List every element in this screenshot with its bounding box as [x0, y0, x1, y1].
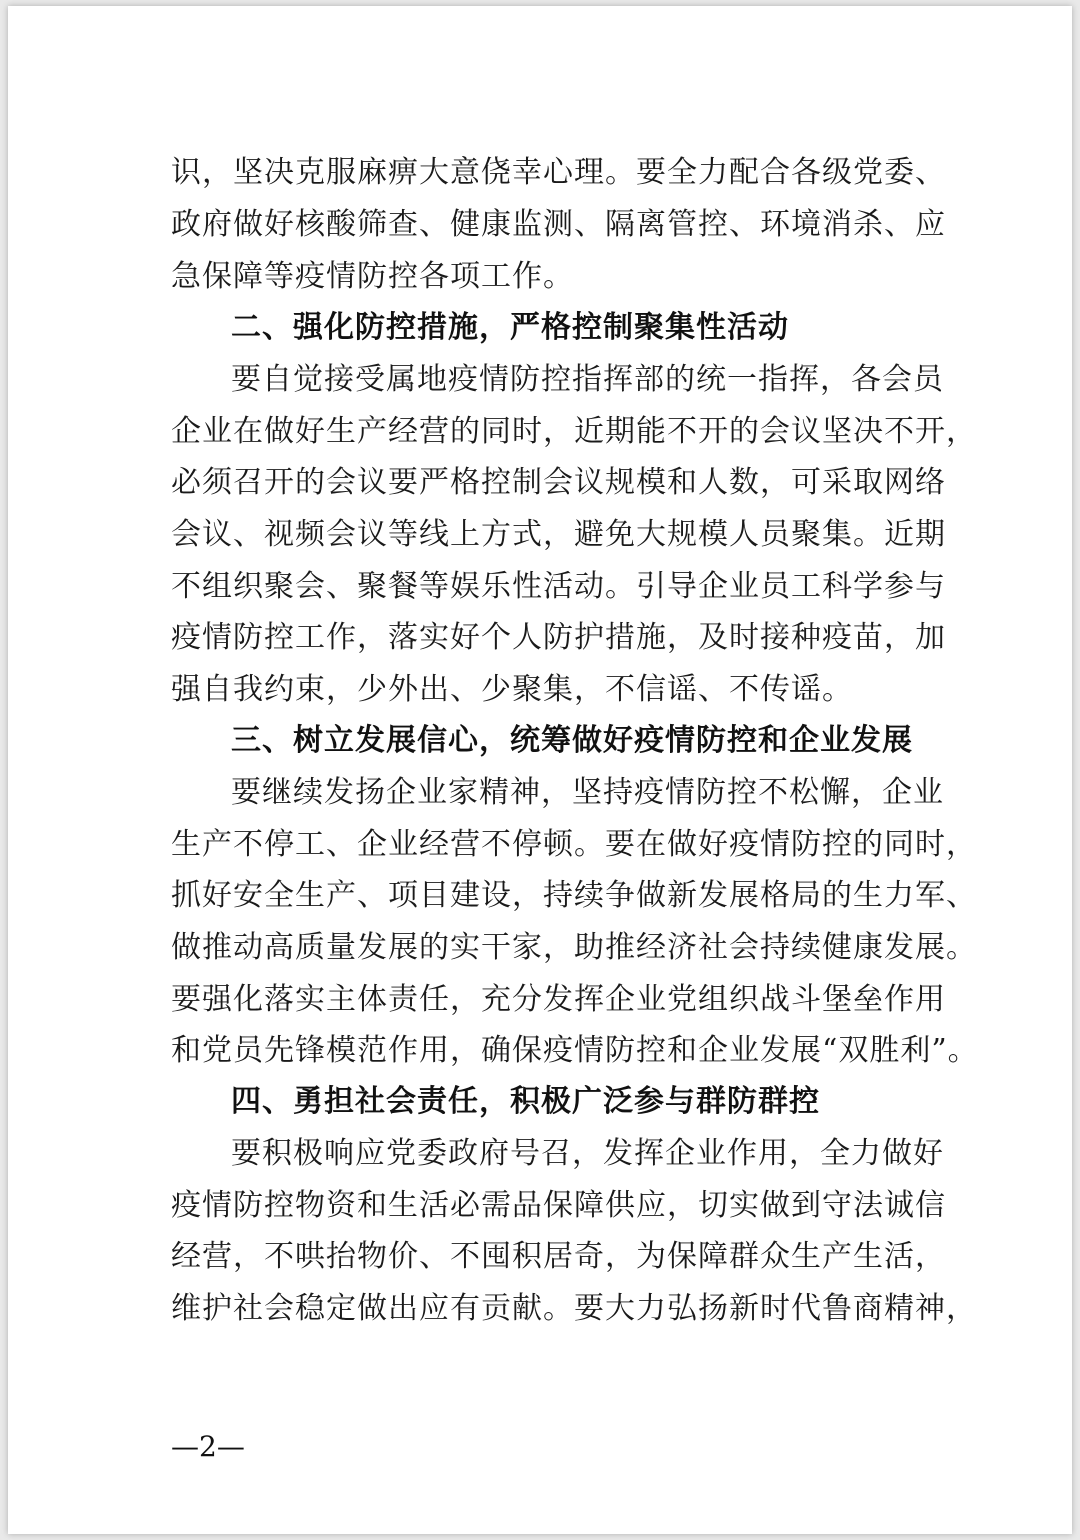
paragraph-line: 抓好安全生产、项目建设，持续争做新发展格局的生力军、: [171, 878, 977, 913]
paragraph-line: 经营，不哄抬物价、不囤积居奇，为保障群众生产生活，: [171, 1239, 946, 1274]
paragraph-line: 急保障等疫情防控各项工作。: [171, 259, 574, 294]
section-heading-2: 二、强化防控措施，严格控制聚集性活动: [231, 310, 789, 345]
paragraph-line: 强自我约束，少外出、少聚集，不信谣、不传谣。: [171, 672, 853, 707]
paragraph-line: 维护社会稳定做出应有贡献。要大力弘扬新时代鲁商精神，: [171, 1291, 977, 1326]
paragraph-line: 必须召开的会议要严格控制会议规模和人数，可采取网络: [171, 465, 946, 500]
paragraph-line: 疫情防控工作，落实好个人防护措施，及时接种疫苗，加: [171, 620, 946, 655]
paragraph-line: 企业在做好生产经营的同时，近期能不开的会议坚决不开，: [171, 414, 977, 449]
paragraph-line: 生产不停工、企业经营不停顿。要在做好疫情防控的同时，: [171, 827, 977, 862]
paragraph-line: 政府做好核酸筛查、健康监测、隔离管控、环境消杀、应: [171, 207, 946, 242]
section-heading-3: 三、树立发展信心，统筹做好疫情防控和企业发展: [231, 723, 913, 758]
paragraph-line: 要自觉接受属地疫情防控指挥部的统一指挥，各会员: [231, 362, 944, 397]
paragraph-line: 识，坚决克服麻痹大意侥幸心理。要全力配合各级党委、: [171, 155, 946, 190]
paragraph-line: 疫情防控物资和生活必需品保障供应，切实做到守法诚信: [171, 1188, 946, 1223]
paragraph-line: 和党员先锋模范作用，确保疫情防控和企业发展“双胜利”。: [171, 1033, 979, 1068]
paragraph-line: 做推动高质量发展的实干家，助推经济社会持续健康发展。: [171, 930, 977, 965]
paragraph-line: 要继续发扬企业家精神，坚持疫情防控不松懈，企业: [231, 775, 944, 810]
section-heading-4: 四、勇担社会责任，积极广泛参与群防群控: [231, 1084, 820, 1119]
paragraph-line: 不组织聚会、聚餐等娱乐性活动。引导企业员工科学参与: [171, 569, 946, 604]
paragraph-line: 要强化落实主体责任，充分发挥企业党组织战斗堡垒作用: [171, 982, 946, 1017]
page-number: —2—: [171, 1430, 245, 1463]
paragraph-line: 会议、视频会议等线上方式，避免大规模人员聚集。近期: [171, 517, 946, 552]
document-page: [8, 6, 1072, 1534]
paragraph-line: 要积极响应党委政府号召，发挥企业作用，全力做好: [231, 1136, 944, 1171]
